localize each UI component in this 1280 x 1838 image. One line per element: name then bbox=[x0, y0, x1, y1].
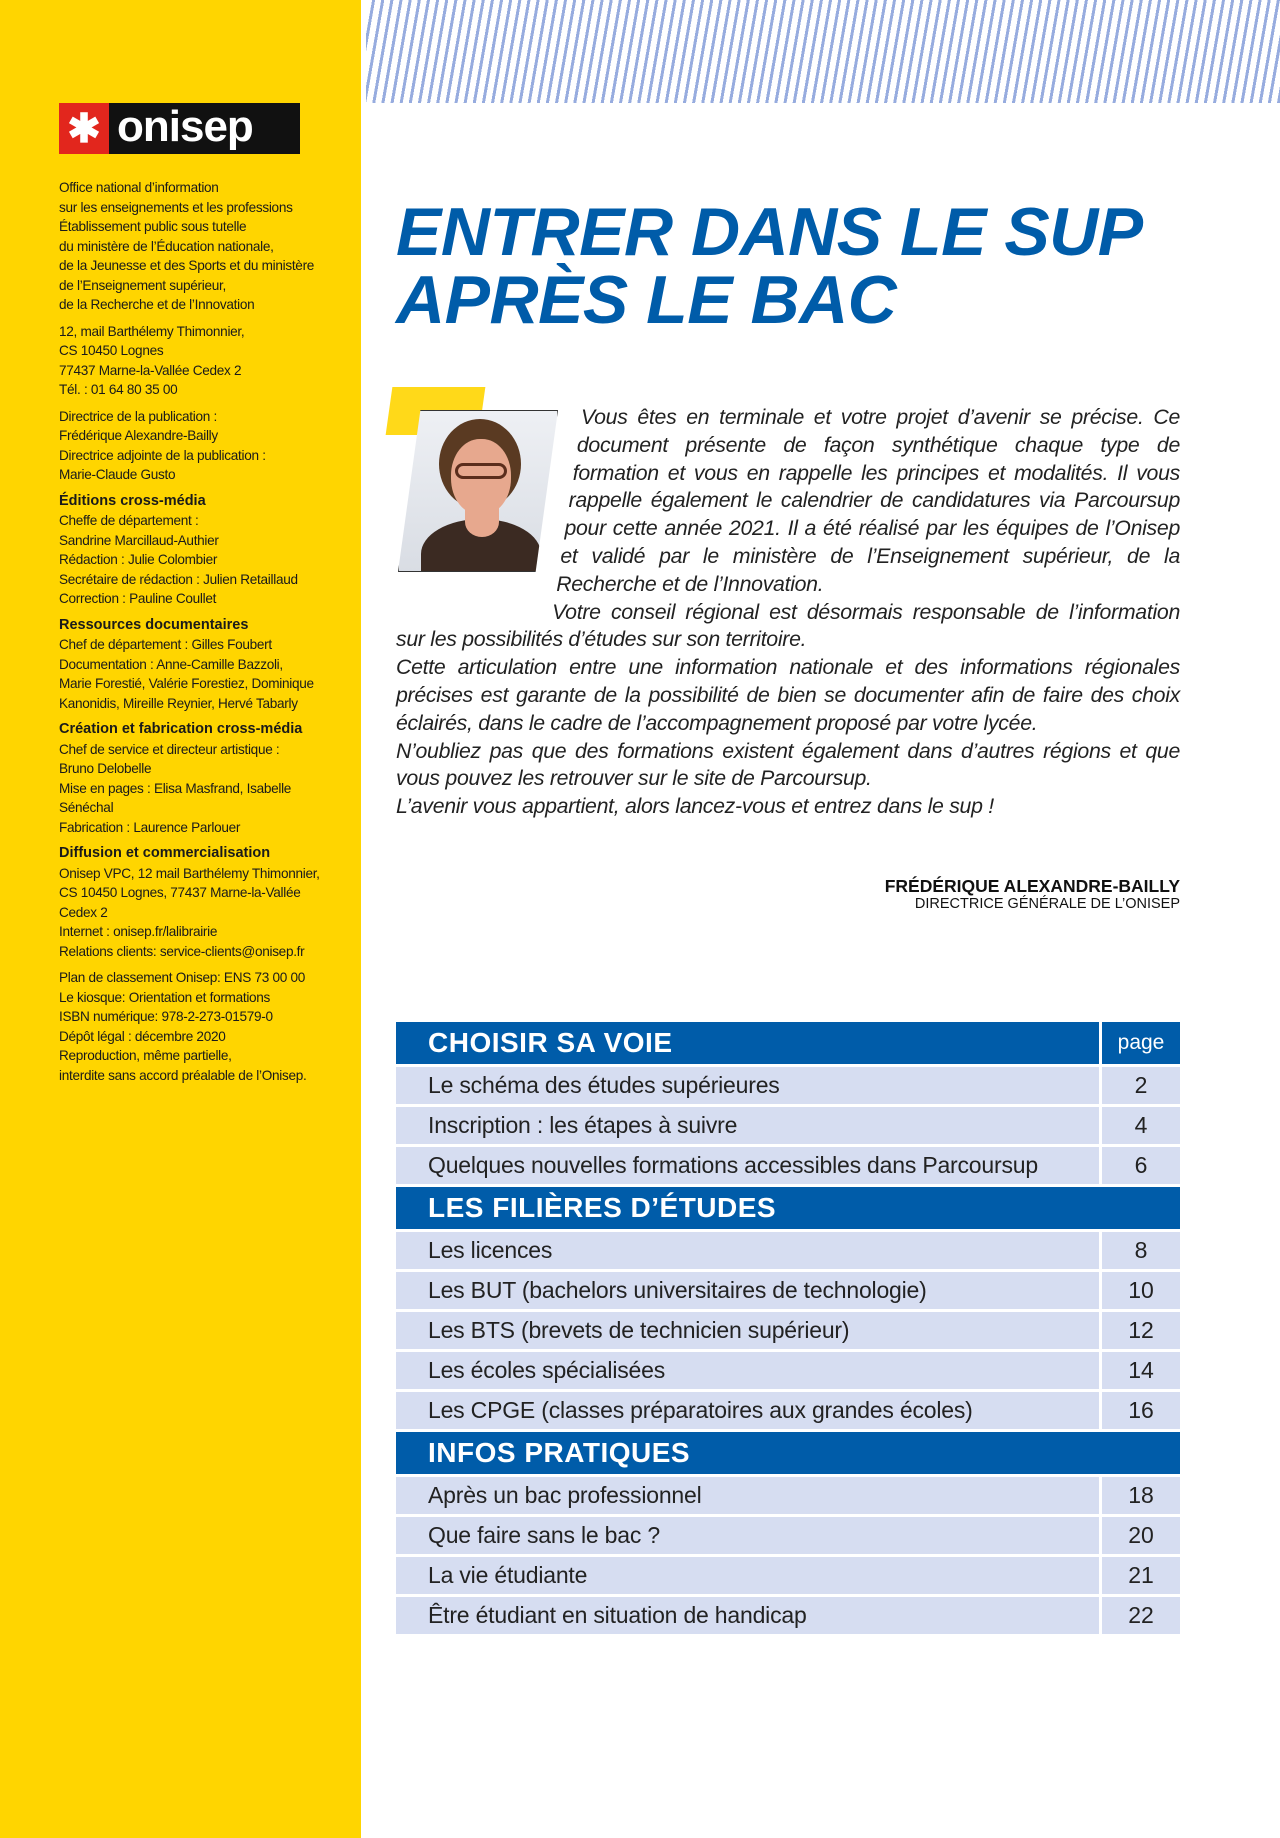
signature-role: DIRECTRICE GÉNÉRALE DE L’ONISEP bbox=[914, 896, 1180, 912]
toc-item-label: Inscription : les étapes à suivre bbox=[396, 1107, 1099, 1144]
sidebar-colophon bbox=[0, 0, 361, 1838]
toc-row[interactable] bbox=[396, 1272, 1180, 1309]
asterisk-icon: ✱ bbox=[59, 103, 109, 154]
colophon-line: Directrice de la publication : bbox=[59, 408, 217, 424]
toc-item-page: 18 bbox=[1102, 1477, 1180, 1514]
colophon-line: CS 10450 Lognes bbox=[59, 343, 164, 358]
toc-row[interactable] bbox=[396, 1597, 1180, 1634]
toc-section-header bbox=[396, 1187, 1180, 1229]
toc-page-column-label: page bbox=[1102, 1022, 1180, 1064]
toc-row[interactable] bbox=[396, 1107, 1180, 1144]
toc-item-label: Les licences bbox=[396, 1232, 1099, 1269]
editorial-paragraph: Votre conseil régional est désormais responsable de l’information sur les possibilités d’études sur son territoire. bbox=[396, 599, 1180, 652]
toc-item-page: 10 bbox=[1102, 1272, 1180, 1309]
colophon-line: ISBN numérique: 978-2-273-01579-0 bbox=[59, 1009, 273, 1024]
colophon-line: Cheffe de département : bbox=[59, 513, 199, 528]
colophon-line: CS 10450 Lognes, 77437 Marne-la-Vallée bbox=[59, 885, 301, 900]
page-title bbox=[396, 194, 1143, 338]
toc-item-label: Les BTS (brevets de technicien supérieur) bbox=[396, 1312, 1099, 1349]
colophon-line: Établissement public sous tutelle bbox=[59, 219, 247, 234]
colophon-line: Internet : onisep.fr/lalibrairie bbox=[59, 924, 218, 939]
colophon-line: 77437 Marne-la-Vallée Cedex 2 bbox=[59, 362, 242, 378]
toc-item-label: Les écoles spécialisées bbox=[396, 1352, 1099, 1389]
colophon-line: 12, mail Barthélemy Thimonnier, bbox=[59, 323, 245, 339]
toc-row[interactable] bbox=[396, 1232, 1180, 1269]
toc-item-page: 22 bbox=[1102, 1597, 1180, 1634]
colophon-line: Sandrine Marcillaud-Authier bbox=[59, 532, 219, 548]
toc-item-page: 20 bbox=[1102, 1517, 1180, 1554]
colophon-block bbox=[59, 407, 359, 485]
colophon-line: Sénéchal bbox=[59, 800, 114, 815]
colophon-line: Mise en pages : Elisa Masfrand, Isabelle bbox=[59, 780, 292, 796]
colophon-line: de la Recherche et de l’Innovation bbox=[59, 297, 255, 312]
toc-item-label: Les CPGE (classes préparatoires aux grandes écoles) bbox=[396, 1392, 1099, 1429]
colophon-line: Plan de classement Onisep: ENS 73 00 00 bbox=[59, 970, 305, 985]
colophon-line: interdite sans accord préalable de l’Onisep. bbox=[59, 1067, 307, 1083]
colophon-line: Rédaction : Julie Colombier bbox=[59, 552, 218, 567]
toc-item-label: Les BUT (bachelors universitaires de technologie) bbox=[396, 1272, 1099, 1309]
toc-item-page: 21 bbox=[1102, 1557, 1180, 1594]
toc-row[interactable] bbox=[396, 1147, 1180, 1184]
colophon-line: Marie Forestié, Valérie Forestiez, Dominique bbox=[59, 676, 314, 691]
colophon-line: Onisep VPC, 12 mail Barthélemy Thimonnier, bbox=[59, 865, 320, 881]
colophon-line: Cedex 2 bbox=[59, 904, 108, 920]
colophon-line: Relations clients: service-clients@onisep.fr bbox=[59, 943, 305, 959]
colophon-line: du ministère de l’Éducation nationale, bbox=[59, 238, 274, 254]
signature bbox=[885, 876, 1180, 913]
toc-row[interactable] bbox=[396, 1557, 1180, 1594]
toc-item-page: 14 bbox=[1102, 1352, 1180, 1389]
colophon-line: Documentation : Anne-Camille Bazzoli, bbox=[59, 656, 283, 672]
colophon-line: sur les enseignements et les professions bbox=[59, 199, 293, 215]
colophon-line: Secrétaire de rédaction : Julien Retaillaud bbox=[59, 571, 298, 587]
toc-section-header bbox=[396, 1022, 1180, 1064]
title-line-2: APRÈS LE BAC bbox=[396, 262, 897, 338]
colophon-text bbox=[59, 178, 359, 1092]
toc-item-page: 16 bbox=[1102, 1392, 1180, 1429]
colophon-line: Frédérique Alexandre-Bailly bbox=[59, 428, 218, 443]
toc-item-label: Que faire sans le bac ? bbox=[396, 1517, 1099, 1554]
toc-row[interactable] bbox=[396, 1517, 1180, 1554]
editorial-paragraph: L’avenir vous appartient, alors lancez-vous et entrez dans le sup ! bbox=[396, 794, 994, 819]
colophon-line: Correction : Pauline Coullet bbox=[59, 591, 217, 606]
toc-row[interactable] bbox=[396, 1477, 1180, 1514]
colophon-block bbox=[59, 616, 359, 714]
colophon-line: Le kiosque: Orientation et formations bbox=[59, 989, 271, 1005]
editorial-paragraph: N’oubliez pas que des formations existent également dans d’autres régions et que vous pouvez les retrouver sur le site de Parcoursup. bbox=[396, 738, 1180, 791]
toc-item-page: 6 bbox=[1102, 1147, 1180, 1184]
colophon-heading: Diffusion et commercialisation bbox=[59, 845, 271, 861]
toc-item-label: Quelques nouvelles formations accessibles dans Parcoursup bbox=[396, 1147, 1099, 1184]
onisep-logo bbox=[59, 103, 300, 154]
toc-section-title: LES FILIÈRES D’ÉTUDES bbox=[396, 1187, 1180, 1229]
colophon-line: Office national d’information bbox=[59, 180, 219, 195]
colophon-line: Dépôt légal : décembre 2020 bbox=[59, 1028, 226, 1044]
colophon-line: Kanonidis, Mireille Reynier, Hervé Tabarly bbox=[59, 695, 298, 711]
colophon-block bbox=[59, 968, 359, 1085]
colophon-line: Tél. : 01 64 80 35 00 bbox=[59, 382, 178, 397]
colophon-line: Chef de service et directeur artistique : bbox=[59, 741, 280, 757]
toc-row[interactable] bbox=[396, 1352, 1180, 1389]
toc-section-header bbox=[396, 1432, 1180, 1474]
colophon-block bbox=[59, 322, 359, 400]
toc-item-page: 12 bbox=[1102, 1312, 1180, 1349]
colophon-block bbox=[59, 844, 359, 961]
signature-name: FRÉDÉRIQUE ALEXANDRE-BAILLY bbox=[884, 876, 1180, 896]
toc-item-label: Le schéma des études supérieures bbox=[396, 1067, 1099, 1104]
colophon-line: Fabrication : Laurence Parlouer bbox=[59, 819, 241, 835]
toc-item-label: La vie étudiante bbox=[396, 1557, 1099, 1594]
colophon-heading: Création et fabrication cross-média bbox=[59, 721, 303, 737]
colophon-block bbox=[59, 492, 359, 609]
toc-row[interactable] bbox=[396, 1067, 1180, 1104]
colophon-heading: Éditions cross-média bbox=[59, 492, 206, 509]
colophon-heading: Ressources documentaires bbox=[59, 616, 249, 633]
editorial-paragraph: Vous êtes en terminale et votre projet d’avenir se précise. Ce document présente de façon synthétique chaque type de formation et vous en rappelle les principes et modalités. Il vous rappelle également le calendrier de candidatures via Parcoursup pour cette année 2021. Il a été réalisé par les équipes de l’Onisep et validé par le ministère de l’Enseignement supérieur, de la Recherche et de l’Innovation. bbox=[556, 405, 1180, 596]
title-line-1: ENTRER DANS LE SUP bbox=[396, 194, 1143, 270]
editorial-text bbox=[396, 404, 1180, 821]
logo-wordmark: onisep bbox=[109, 103, 300, 154]
colophon-line: Directrice adjointe de la publication : bbox=[59, 447, 266, 463]
colophon-line: Marie-Claude Gusto bbox=[59, 467, 176, 482]
colophon-line: Reproduction, même partielle, bbox=[59, 1048, 232, 1063]
striped-banner bbox=[366, 0, 1280, 103]
toc-item-label: Être étudiant en situation de handicap bbox=[396, 1597, 1099, 1634]
toc-item-label: Après un bac professionnel bbox=[396, 1477, 1099, 1514]
toc-row[interactable] bbox=[396, 1392, 1180, 1429]
colophon-line: Bruno Delobelle bbox=[59, 761, 152, 776]
table-of-contents bbox=[396, 1022, 1180, 1637]
toc-section-title: CHOISIR SA VOIE bbox=[396, 1022, 1099, 1064]
colophon-block bbox=[59, 720, 359, 837]
editorial-paragraph: Cette articulation entre une information nationale et des informations régionales précises est garante de la possibilité de bien se documenter afin de faire des choix éclairés, dans le cadre de l’accompagnement proposé par votre lycée. bbox=[396, 655, 1180, 735]
toc-item-page: 2 bbox=[1102, 1067, 1180, 1104]
colophon-line: de la Jeunesse et des Sports et du ministère bbox=[59, 258, 315, 273]
toc-row[interactable] bbox=[396, 1312, 1180, 1349]
colophon-line: de l’Enseignement supérieur, bbox=[59, 277, 226, 293]
colophon-line: Chef de département : Gilles Foubert bbox=[59, 637, 272, 652]
toc-item-page: 8 bbox=[1102, 1232, 1180, 1269]
toc-section-title: INFOS PRATIQUES bbox=[396, 1432, 1180, 1474]
colophon-block bbox=[59, 178, 359, 315]
toc-item-page: 4 bbox=[1102, 1107, 1180, 1144]
